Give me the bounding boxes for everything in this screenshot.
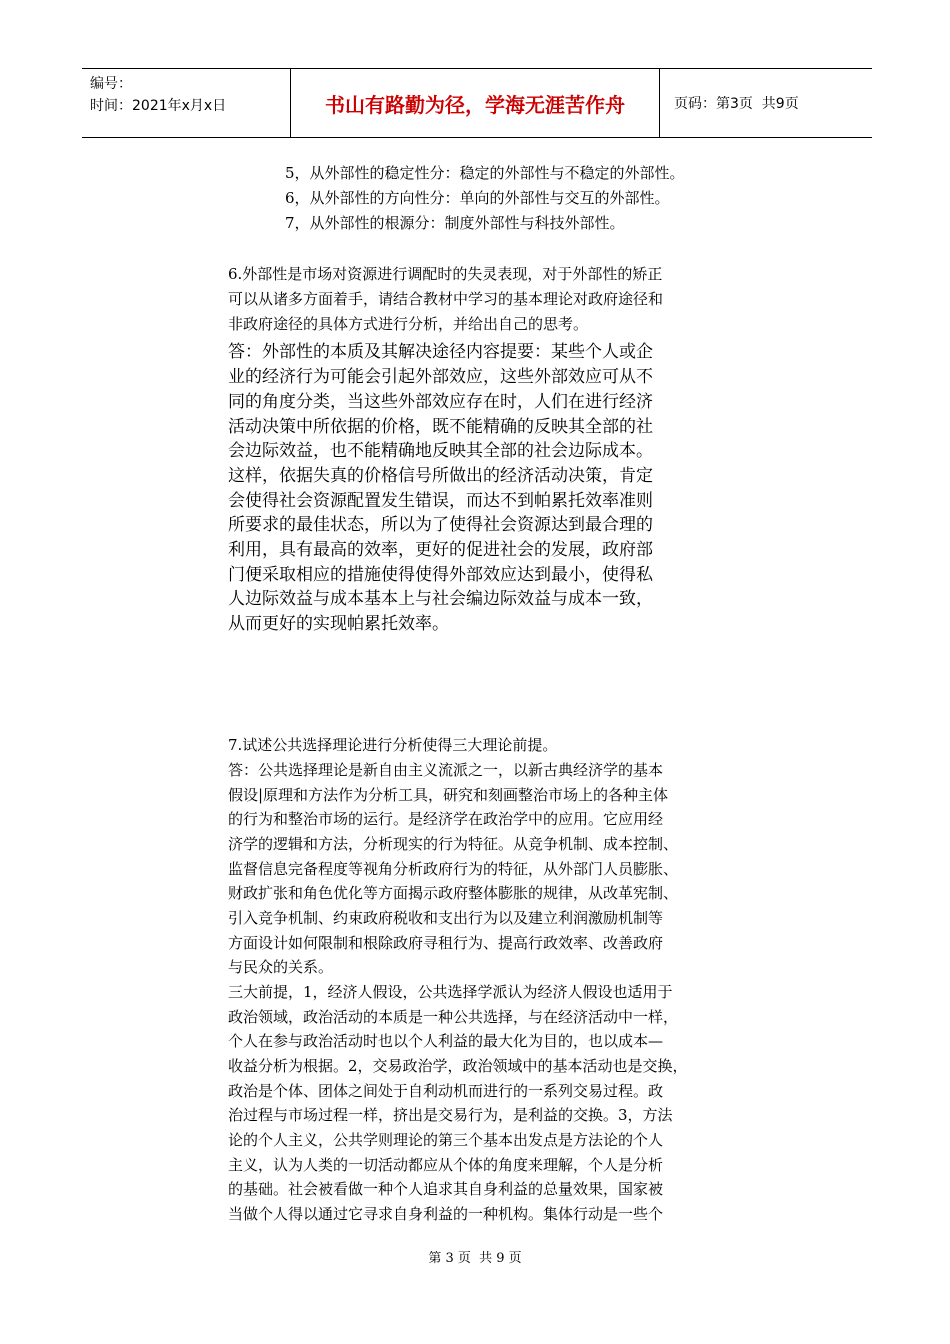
- list-item: 5，从外部性的稳定性分：稳定的外部性与不稳定的外部性。: [285, 164, 685, 182]
- answer-6-line: 会使得社会资源配置发生错误，而达不到帕累托效率准则: [228, 491, 653, 511]
- answer-7-line: 与民众的关系。: [228, 958, 334, 976]
- header-meta: [82, 69, 291, 137]
- answer-6-line: 所要求的最佳状态，所以为了使得社会资源达到最合理的: [228, 515, 653, 535]
- page-footer: 第 3 页 共 9 页: [428, 1251, 522, 1266]
- question-6-line: 6.外部性是市场对资源进行调配时的失灵表现，对于外部性的矫正: [228, 265, 663, 283]
- answer-7-line: 引入竞争机制、约束政府税收和支出行为以及建立利润激励机制等: [228, 909, 664, 927]
- answer-7-line: 个人在参与政治活动时也以个人利益的最大化为目的，也以成本—: [228, 1032, 664, 1050]
- answer-7-line: 治过程与市场过程一样，挤出是交易行为，是利益的交换。3，方法: [228, 1106, 673, 1124]
- answer-6-line: 人边际效益与成本基本上与社会编边际效益与成本一致，: [228, 589, 653, 609]
- answer-7-line: 论的个人主义，公共学则理论的第三个基本出发点是方法论的个人: [228, 1131, 664, 1149]
- answer-6-line: 会边际效益，也不能精确地反映其全部的社会边际成本。: [228, 441, 653, 461]
- answer-7-line: 政治领域，政治活动的本质是一种公共选择，与在经济活动中一样，: [228, 1008, 679, 1026]
- document-number: 编号：: [90, 76, 132, 92]
- header-motto: 书山有路勤为径，学海无涯苦作舟: [291, 69, 660, 137]
- answer-6-line: 同的角度分类，当这些外部效应存在时，人们在进行经济: [228, 392, 653, 412]
- question-7-line: 7.试述公共选择理论进行分析使得三大理论前提。: [228, 736, 558, 754]
- answer-7-line: 假设|原理和方法作为分析工具，研究和刻画整治市场上的各种主体: [228, 786, 669, 804]
- list-item: 7，从外部性的根源分：制度外部性与科技外部性。: [285, 214, 625, 232]
- document-date: 时间：2021年x月x日: [90, 98, 227, 114]
- answer-7-line: 答：公共选择理论是新自由主义流派之一，以新古典经济学的基本: [228, 761, 664, 779]
- answer-6-line: 活动决策中所依据的价格，既不能精确的反映其全部的社: [228, 417, 653, 437]
- answer-7-line: 当做个人得以通过它寻求自身利益的一种机构。集体行动是一些个: [228, 1205, 664, 1223]
- answer-6-line: 利用，具有最高的效率，更好的促进社会的发展，政府部: [228, 540, 653, 560]
- answer-7-line: 济学的逻辑和方法，分析现实的行为特征。从竞争机制、成本控制、: [228, 835, 679, 853]
- list-item: 6，从外部性的方向性分：单向的外部性与交互的外部性。: [285, 189, 670, 207]
- question-6-line: 非政府途径的具体方式进行分析，并给出自己的思考。: [228, 315, 589, 333]
- answer-7-line: 的基础。社会被看做一种个人追求其自身利益的总量效果，国家被: [228, 1180, 664, 1198]
- answer-7-line: 收益分析为根据。2，交易政治学，政治领域中的基本活动也是交换，: [228, 1057, 688, 1075]
- answer-6-line: 门便采取相应的措施使得使得外部效应达到最小，使得私: [228, 565, 653, 585]
- answer-6-line: 业的经济行为可能会引起外部效应，这些外部效应可从不: [228, 367, 653, 387]
- answer-6-line: 这样，依据失真的价格信号所做出的经济活动决策，肯定: [228, 466, 653, 486]
- answer-7-line: 三大前提，1，经济人假设，公共选择学派认为经济人假设也适用于: [228, 983, 673, 1001]
- answer-7-line: 主义，认为人类的一切活动都应从个体的角度来理解，个人是分析: [228, 1156, 664, 1174]
- question-6-line: 可以从诸多方面着手，请结合教材中学习的基本理论对政府途径和: [228, 290, 664, 308]
- answer-7-line: 政治是个体、团体之间处于自利动机而进行的一系列交易过程。政: [228, 1082, 664, 1100]
- answer-6-line: 答：外部性的本质及其解决途径内容提要：某些个人或企: [228, 342, 653, 362]
- answer-7-line: 的行为和整治市场的运行。是经济学在政治学中的应用。它应用经: [228, 810, 664, 828]
- header-page-number: 页码：第3页 共9页: [674, 96, 799, 112]
- answer-7-line: 监督信息完备程度等视角分析政府行为的特征，从外部门人员膨胀、: [228, 860, 679, 878]
- answer-7-line: 财政扩张和角色优化等方面揭示政府整体膨胀的规律，从改革宪制、: [228, 884, 679, 902]
- answer-6-line: 从而更好的实现帕累托效率。: [228, 614, 449, 634]
- answer-7-line: 方面设计如何限制和根除政府寻租行为、提高行政效率、改善政府: [228, 934, 664, 952]
- page-header: [82, 68, 872, 138]
